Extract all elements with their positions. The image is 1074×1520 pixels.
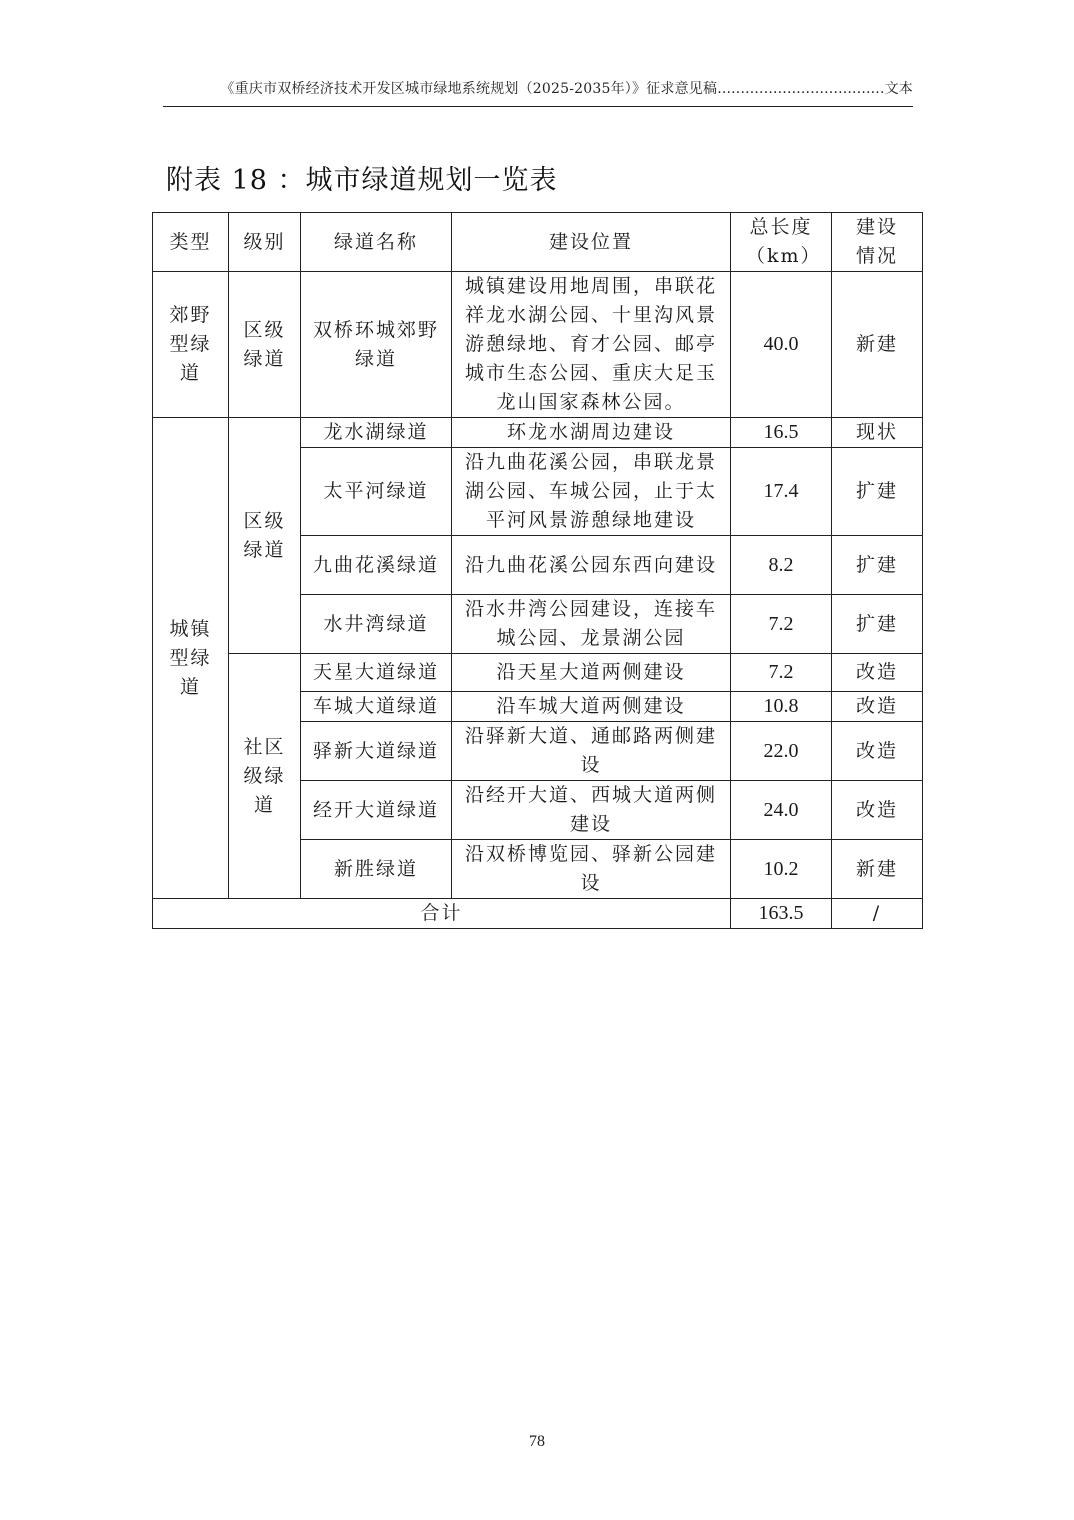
construction-location: 环龙水湖周边建设	[452, 418, 731, 448]
greenway-name: 新胜绿道	[301, 840, 452, 899]
greenway-name: 车城大道绿道	[301, 692, 452, 722]
length-value: 7.2	[731, 595, 832, 654]
greenway-name: 水井湾绿道	[301, 595, 452, 654]
header-type: 类型	[153, 213, 229, 272]
header-status: 建设情况	[832, 213, 923, 272]
group-urban-cell: 城镇型绿道	[153, 418, 229, 899]
header-location: 建设位置	[452, 213, 731, 272]
level-cell: 区级绿道	[229, 272, 301, 418]
greenway-plan-table	[152, 212, 923, 929]
length-value: 10.8	[731, 692, 832, 722]
header-length: 总长度（km）	[731, 213, 832, 272]
status-value: 新建	[832, 272, 923, 418]
greenway-name: 双桥环城郊野绿道	[301, 272, 452, 418]
greenway-name: 驿新大道绿道	[301, 722, 452, 781]
level-cell: 社区级绿道	[229, 654, 301, 899]
length-value: 10.2	[731, 840, 832, 899]
greenway-name: 太平河绿道	[301, 448, 452, 536]
greenway-name: 龙水湖绿道	[301, 418, 452, 448]
total-length: 163.5	[731, 899, 832, 929]
construction-location: 沿双桥博览园、驿新公园建设	[452, 840, 731, 899]
greenway-name: 天星大道绿道	[301, 654, 452, 692]
status-value: 现状	[832, 418, 923, 448]
status-value: 改造	[832, 654, 923, 692]
length-value: 8.2	[731, 536, 832, 595]
greenway-name: 九曲花溪绿道	[301, 536, 452, 595]
table-row	[153, 272, 923, 418]
status-value: 新建	[832, 840, 923, 899]
header-rule	[163, 106, 913, 107]
total-status: /	[832, 899, 923, 929]
table-title: 附表 18 ：城市绿道规划一览表	[166, 165, 558, 196]
status-value: 改造	[832, 781, 923, 840]
construction-location: 沿经开大道、西城大道两侧建设	[452, 781, 731, 840]
length-value: 7.2	[731, 654, 832, 692]
length-value: 40.0	[731, 272, 832, 418]
length-value: 22.0	[731, 722, 832, 781]
table-header-row	[153, 213, 923, 272]
construction-location: 沿水井湾公园建设，连接车城公园、龙景湖公园	[452, 595, 731, 654]
construction-location: 城镇建设用地周围，串联花祥龙水湖公园、十里沟风景游憩绿地、育才公园、邮亭城市生态公园、重庆大足玉龙山国家森林公园。	[452, 272, 731, 418]
header-level: 级别	[229, 213, 301, 272]
length-value: 17.4	[731, 448, 832, 536]
status-value: 扩建	[832, 595, 923, 654]
construction-location: 沿驿新大道、通邮路两侧建设	[452, 722, 731, 781]
status-value: 改造	[832, 722, 923, 781]
construction-location: 沿车城大道两侧建设	[452, 692, 731, 722]
total-label: 合计	[153, 899, 731, 929]
construction-location: 沿九曲花溪公园东西向建设	[452, 536, 731, 595]
construction-location: 沿天星大道两侧建设	[452, 654, 731, 692]
status-value: 扩建	[832, 448, 923, 536]
length-value: 16.5	[731, 418, 832, 448]
length-value: 24.0	[731, 781, 832, 840]
table-row	[153, 418, 923, 448]
level-cell: 区级绿道	[229, 418, 301, 654]
header-name: 绿道名称	[301, 213, 452, 272]
group-suburban-cell: 郊野型绿道	[153, 272, 229, 418]
total-row	[153, 899, 923, 929]
table-row	[153, 654, 923, 692]
status-value: 扩建	[832, 536, 923, 595]
page-number: 78	[529, 1433, 545, 1450]
running-header: 《重庆市双桥经济技术开发区城市绿地系统规划（2025-2035年）》征求意见稿....................................文本	[220, 81, 913, 97]
greenway-name: 经开大道绿道	[301, 781, 452, 840]
construction-location: 沿九曲花溪公园，串联龙景湖公园、车城公园，止于太平河风景游憩绿地建设	[452, 448, 731, 536]
status-value: 改造	[832, 692, 923, 722]
